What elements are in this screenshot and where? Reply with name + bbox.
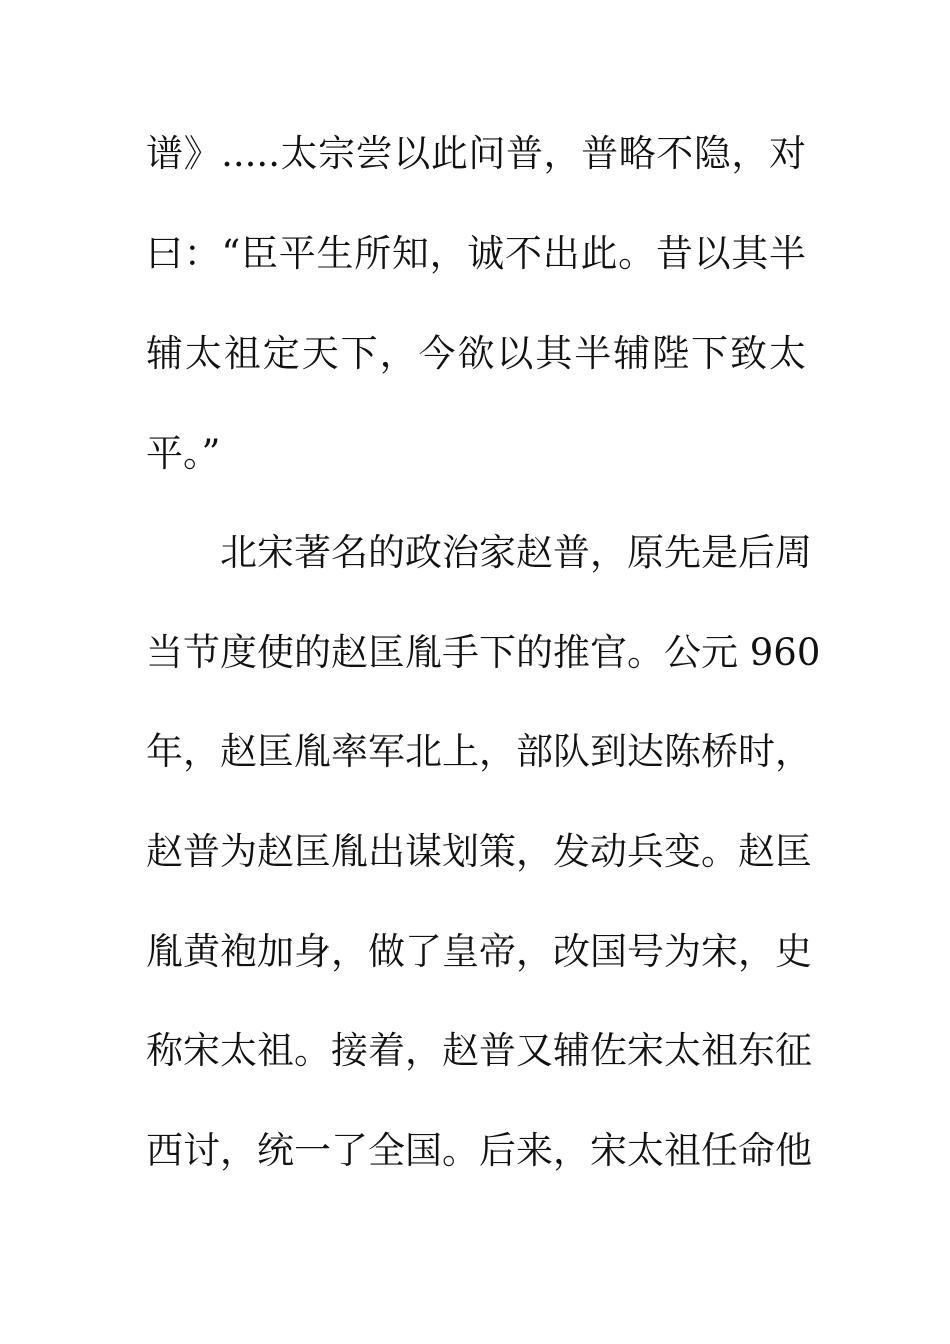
- text-line: 平。”: [146, 432, 221, 475]
- text-line: 胤黄袍加身，做了皇帝，改国号为宋，史: [146, 930, 812, 973]
- text-line: 北宋著名的政治家赵普，原先是后周: [220, 531, 812, 574]
- text-line: 称宋太祖。接着，赵普又辅佐宋太祖东征: [146, 1029, 812, 1072]
- text-line: 曰：“臣平生所知，诚不出此。昔以其半: [146, 232, 806, 275]
- text-line: 当节度使的赵匡胤手下的推官。公元 960: [146, 631, 821, 674]
- text-line: 年，赵匡胤率军北上，部队到达陈桥时，: [146, 730, 812, 773]
- text-line: 谱》.....太宗尝以此问普，普略不隐，对: [146, 132, 806, 175]
- text-line: 辅太祖定天下，今欲以其半辅陛下致太: [146, 332, 806, 375]
- text-line: 西讨，统一了全国。后来，宋太祖任命他: [146, 1129, 812, 1172]
- text-line: 赵普为赵匡胤出谋划策，发动兵变。赵匡: [146, 830, 812, 873]
